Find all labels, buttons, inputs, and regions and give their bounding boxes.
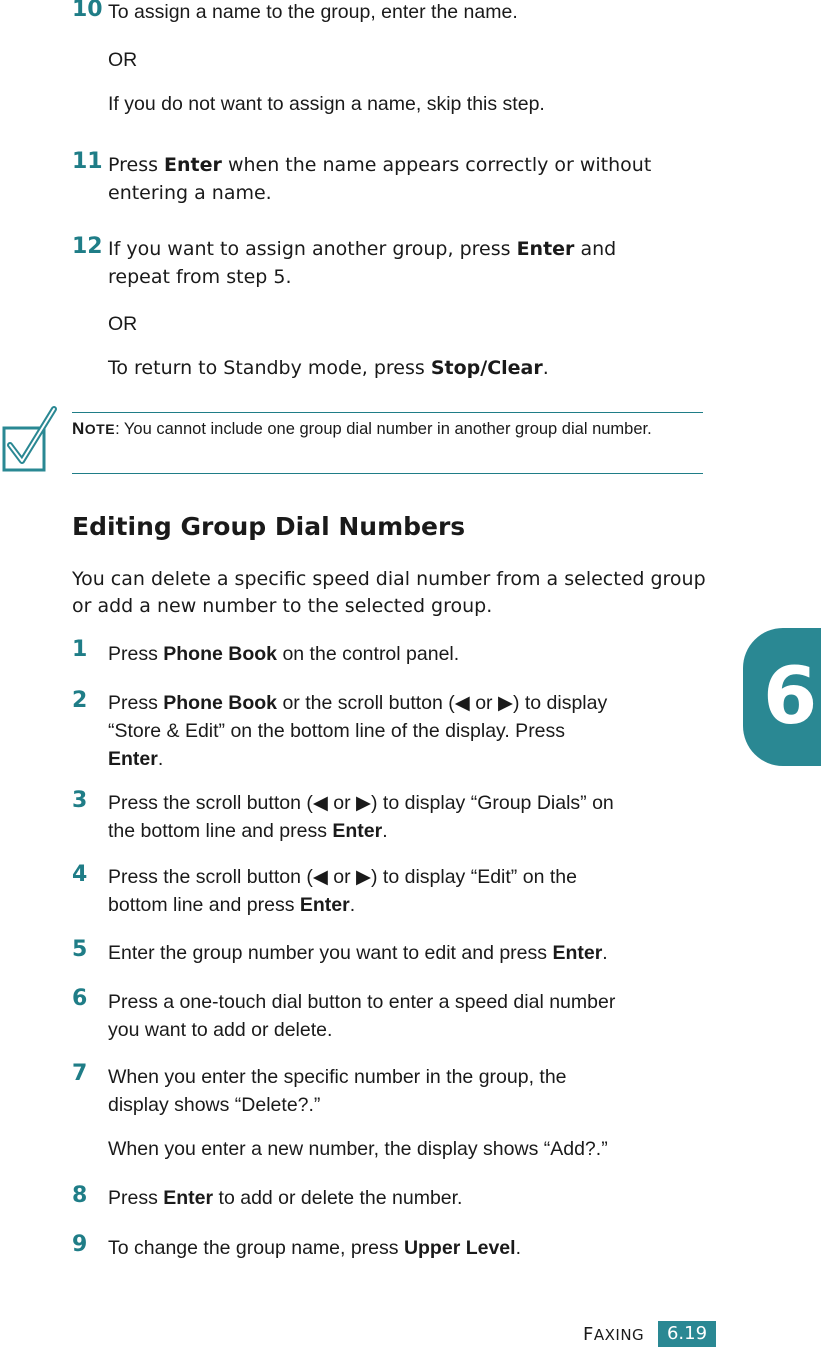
section-intro: You can delete a specific speed dial number from a selected group or add a new number to the selected group. <box>72 568 706 617</box>
step-number: 7 <box>72 1061 88 1086</box>
text: . <box>382 820 388 842</box>
text: Enter the group number you want to edit and press <box>108 942 553 964</box>
step-text <box>108 1184 703 1212</box>
text: when the name appears correctly or without <box>221 154 652 176</box>
step-or: OR <box>108 313 138 335</box>
key-name: Upper Level <box>403 1237 516 1259</box>
step-text: To assign a name to the group, enter the name. <box>108 1 518 23</box>
step-number: 6 <box>72 986 88 1011</box>
text: and <box>574 238 617 260</box>
note-text: : You cannot include one group dial number in another group dial number. <box>115 420 652 438</box>
footer-label-rest: AXING <box>593 1326 645 1344</box>
text: display shows “Delete?.” <box>108 1094 321 1116</box>
step-number: 8 <box>72 1183 88 1208</box>
step-number: 5 <box>72 937 88 962</box>
key-name: Enter <box>299 894 350 916</box>
chapter-tab <box>743 628 821 766</box>
step-text <box>108 151 703 207</box>
text: bottom line and press <box>108 894 300 916</box>
text: Press the scroll button (◀ or ▶) to display “Group Dials” on <box>108 792 614 814</box>
key-name: Enter <box>164 154 222 176</box>
text: When you enter the specific number in the group, the <box>108 1066 567 1088</box>
key-name: Enter <box>108 748 158 770</box>
text: Press <box>108 154 165 176</box>
text: to add or delete the number. <box>213 1187 463 1209</box>
text: repeat from step 5. <box>108 266 292 288</box>
step-number: 3 <box>72 788 88 813</box>
text: . <box>157 748 164 770</box>
note <box>72 418 704 440</box>
step-or: OR <box>108 49 138 71</box>
step-text: If you do not want to assign a name, skip this step. <box>108 93 545 115</box>
chapter-number: 6 <box>763 652 818 742</box>
text: on the control panel. <box>277 643 460 665</box>
text: Press the scroll button (◀ or ▶) to display “Edit” on the <box>108 866 577 888</box>
note-rule-bottom <box>72 473 703 474</box>
note-label-first: N <box>72 419 85 438</box>
text: . <box>602 942 608 964</box>
step-text <box>108 689 703 773</box>
footer-section-label <box>583 1324 644 1345</box>
key-name: Phone Book <box>163 643 278 665</box>
text: Press a one-touch dial button to enter a speed dial number <box>108 991 616 1013</box>
text: or the scroll button (◀ or ▶) to display <box>277 692 608 714</box>
step-text <box>108 354 703 382</box>
step-text <box>108 789 703 845</box>
note-label-rest: OTE <box>84 421 116 437</box>
note-label <box>72 421 115 437</box>
key-name: Enter <box>552 942 603 964</box>
note-rule-top <box>72 412 703 413</box>
section-heading: Editing Group Dial Numbers <box>72 512 466 541</box>
step-text <box>108 1234 703 1262</box>
text: the bottom line and press <box>108 820 333 842</box>
text: “Store & Edit” on the bottom line of the display. Press <box>108 720 566 742</box>
step-text <box>108 863 703 919</box>
text: Press <box>108 643 164 665</box>
key-name: Enter <box>332 820 383 842</box>
step-text <box>108 988 703 1044</box>
step-number: 2 <box>72 688 88 713</box>
text: To return to Standby mode, press <box>108 357 431 379</box>
text: Press <box>108 1187 164 1209</box>
text: To change the group name, press <box>108 1237 404 1259</box>
step-text <box>108 1063 703 1119</box>
key-name: Stop/Clear <box>430 357 543 379</box>
step-number: 11 <box>72 149 103 174</box>
step-number: 10 <box>72 0 103 22</box>
step-text <box>108 939 703 967</box>
text: . <box>515 1237 521 1259</box>
step-number: 12 <box>72 234 103 259</box>
footer-label-first: F <box>583 1324 594 1345</box>
key-name: Enter <box>163 1187 214 1209</box>
key-name: Enter <box>516 238 575 260</box>
text: entering a name. <box>108 182 272 204</box>
page-number: 6.19 <box>658 1321 716 1347</box>
step-text <box>108 235 703 291</box>
checkmark-note-icon <box>0 403 60 475</box>
text: If you want to assign another group, press <box>108 238 517 260</box>
step-number: 9 <box>72 1232 88 1257</box>
key-name: Phone Book <box>163 692 278 714</box>
text: . <box>542 357 549 379</box>
step-number: 4 <box>72 862 88 887</box>
step-text: When you enter a new number, the display shows “Add?.” <box>108 1138 608 1160</box>
text: . <box>349 894 356 916</box>
text: you want to add or delete. <box>108 1019 333 1041</box>
step-number: 1 <box>72 637 88 662</box>
step-text <box>108 640 703 668</box>
text: Press <box>108 692 164 714</box>
